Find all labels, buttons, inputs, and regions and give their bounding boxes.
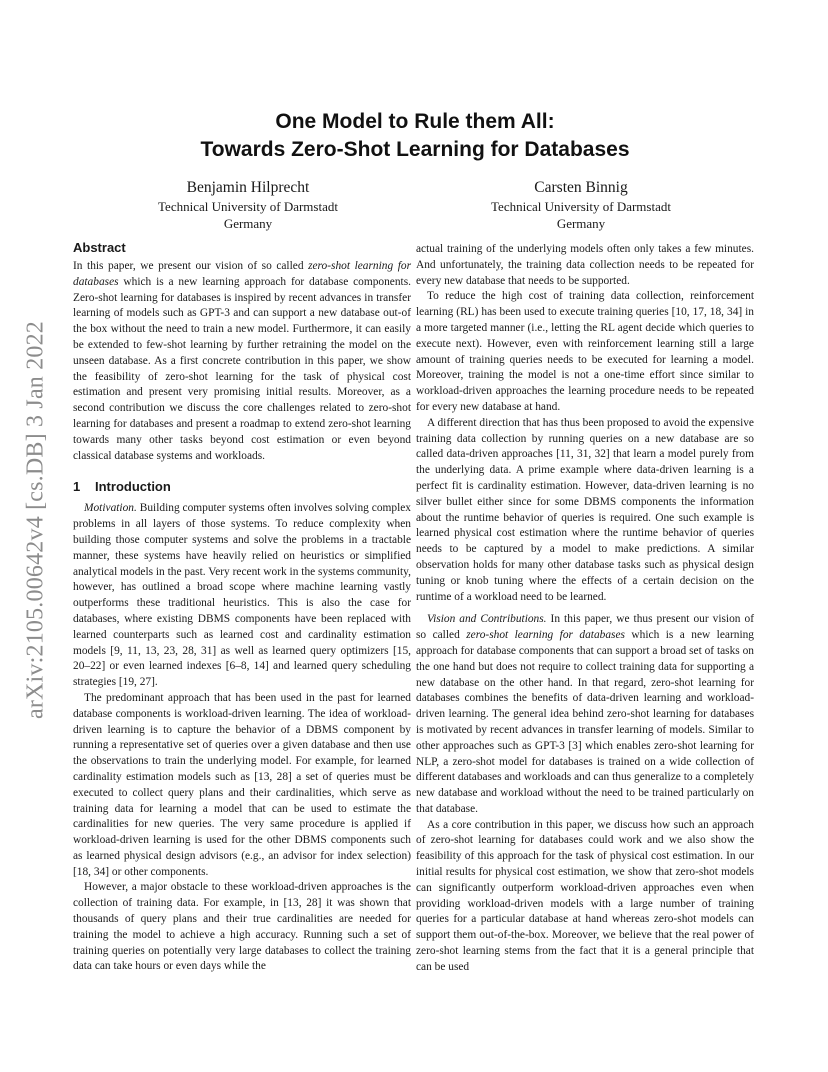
arxiv-identifier-stamp — [0, 0, 64, 1072]
author-country: Germany — [223, 216, 273, 231]
title-line-1: One Model to Rule them All: — [275, 110, 555, 133]
abstract-text-start: In this paper, we present our vision of so called — [73, 260, 309, 272]
author-affiliation: Technical University of Darmstadt — [491, 199, 671, 214]
section-title: Introduction — [95, 479, 171, 495]
right-paragraph-3: A different direction that has thus been proposed to avoid the expensive training data collection by running queries on a new database are so called data-driven approaches [11, 31, 32] that learn a model purely from the underlying data. A prime example where data-driven learning is a perfect fit is cardinality estimation. However, data-driven learning is no silver bullet either since for some DBMS components the information about the runtime behavior of queries is required. One such example is learned physical cost estimation where the runtime behavior of queries needs to be captured by a model to make predictions. A similar observation holds for many other database tasks such as physical design tuning or knob tuning where the effects of a certain decision on the runtime of a workload need to be learned. — [416, 416, 754, 603]
intro-paragraph-2: The predominant approach that has been used in the past for learned database components is workload-driven learning. The idea of workload-driven learning is to capture the behavior of a DBMS component by running a representative set of queries over a given database and then use the observations to train the underlying model. For example, for learned cardinality estimation models such as [13, 28] a set of queries must be executed to collect query plans and their cardinalities, which serve as training data for learning a model that can be used to estimate the cardinalities for new queries. The very same procedure is applied if workload-driven learning is used for the other DBMS components such as learned physical design advisors (e.g., an advisor for index selection) [18, 34] or other components. — [73, 691, 411, 878]
author-country: Germany — [556, 216, 606, 231]
abstract-text-rest: which is a new learning approach for database components. Zero-shot learning for databases is inspired by recent advances in transfer learning of models such as GPT-3 and can support a new database out-of the box without the need to train a new model. Furthermore, it can easily be extended to few-shot learning by further retraining the model on the unseen database. As a first concrete contribution in this paper, we show the feasibility of zero-shot learning for the task of physical cost estimation and present very promising initial results. Moreover, as a second contribution we discuss the core challenges related to zero-shot learning for databases and present a roadmap to extend zero-shot learning towards many other tasks beyond cost estimation or even beyond classical database systems and workloads. — [73, 275, 411, 462]
arxiv-identifier-text: arXiv:2105.00642v4 [cs.DB] 3 Jan 2022 — [22, 320, 49, 720]
section-number: 1 — [73, 479, 81, 495]
author-block-1 — [98, 178, 398, 232]
right-column — [416, 242, 754, 976]
author-name: Carsten Binnig — [534, 179, 628, 196]
vision-text-rest: which is a new learning approach for database components that can support a broad set of tasks on the one hand but does not require to collect training data for supporting a new database on the other hand. In that regard, zero-shot learning for databases combines the benefits of data-driven learning and workload-driven learning. The general idea behind zero-shot learning for databases is motivated by recent advances in transfer learning of models. Similar to other approaches such as GPT-3 [3] which enables zero-shot learning for NLP, a zero-shot model for databases is trained on a wide collection of different databases and workloads and can thus generalize to a completely new database and workload without the need to be trained particularly on that database. — [416, 629, 754, 815]
intro-paragraph-3: However, a major obstacle to these workload-driven approaches is the collection of training data. For example, in [13, 28] it was shown that thousands of query plans and their true cardinalities are needed for training the model to achieve a high accuracy. Running such a set of training queries on potentially very large databases to collect the training data can take hours or even days while the — [73, 881, 411, 973]
abstract-heading: Abstract — [73, 240, 126, 255]
intro-paragraph-1-text: Building computer systems often involves solving complex problems in all layers of those systems. To reduce complexity when building those computer systems and solve the problems in a tractable manner, these systems have heavily relied on heuristics or simplified analytical models in the past. Very recent work in the systems community, however, has outlined a broad scope where machine learning vastly outperforms these traditional heuristics. This is also the case for databases, where existing DBMS components have been replaced with learned counterparts such as learned cost and cardinality estimation models [9, 11, 13, 23, 28, 31] as well as learned query optimizers [15, 20–22] or even learned indexes [6–8, 14] and learned query scheduling strategies [19, 27]. — [73, 502, 411, 689]
abstract-emphasis: zero-shot learning for databases — [73, 260, 412, 288]
author-block-2 — [431, 178, 731, 232]
title-line-2: Towards Zero-Shot Learning for Databases — [200, 138, 630, 161]
right-paragraph-2: To reduce the high cost of training data collection, reinforcement learning (RL) has been used to execute training queries [10, 17, 18, 34] in a more targeted manner (i.e., letting the RL agent decide which queries to execute next). However, even with reinforcement learning still a large amount of training queries needs to be executed for learning a model. Moreover, training the model is not a one-time effort since similar to workload-driven approaches the learning procedure needs to be repeated for every new database at hand. — [416, 290, 754, 413]
intro-paragraph-1 — [73, 501, 411, 691]
right-paragraph-1: actual training of the underlying models often only takes a few minutes. And unfortunately, the training data collection needs to be repeated for every new database that needs to be supported. — [416, 243, 754, 287]
author-affiliation: Technical University of Darmstadt — [158, 199, 338, 214]
vision-label: Vision and Contributions. — [427, 613, 547, 626]
section-heading-introduction — [73, 478, 411, 495]
author-name: Benjamin Hilprecht — [186, 179, 310, 196]
paper-title — [90, 108, 740, 164]
right-paragraph-5: As a core contribution in this paper, we discuss how such an approach of zero-shot learning for databases could work and we also show the feasibility of this approach for the task of physical cost estimation. In our initial results for physical cost estimation, we show that zero-shot models can significantly outperform workload-driven approaches even when providing workload-driven models with a large number of training queries for a particular database at hand whereas zero-shot models can support them out-of-the-box. Moreover, we believe that the real power of zero-shot learning stems from the fact that it is a general principle that can be used — [416, 818, 754, 973]
vision-text-start: In this paper, we thus present our vision of so called — [416, 613, 754, 642]
abstract-paragraph — [73, 259, 411, 464]
motivation-label: Motivation. — [84, 502, 137, 515]
right-paragraph-vision — [416, 612, 754, 817]
left-column — [73, 239, 411, 975]
vision-emphasis: zero-shot learning for databases — [466, 629, 625, 642]
